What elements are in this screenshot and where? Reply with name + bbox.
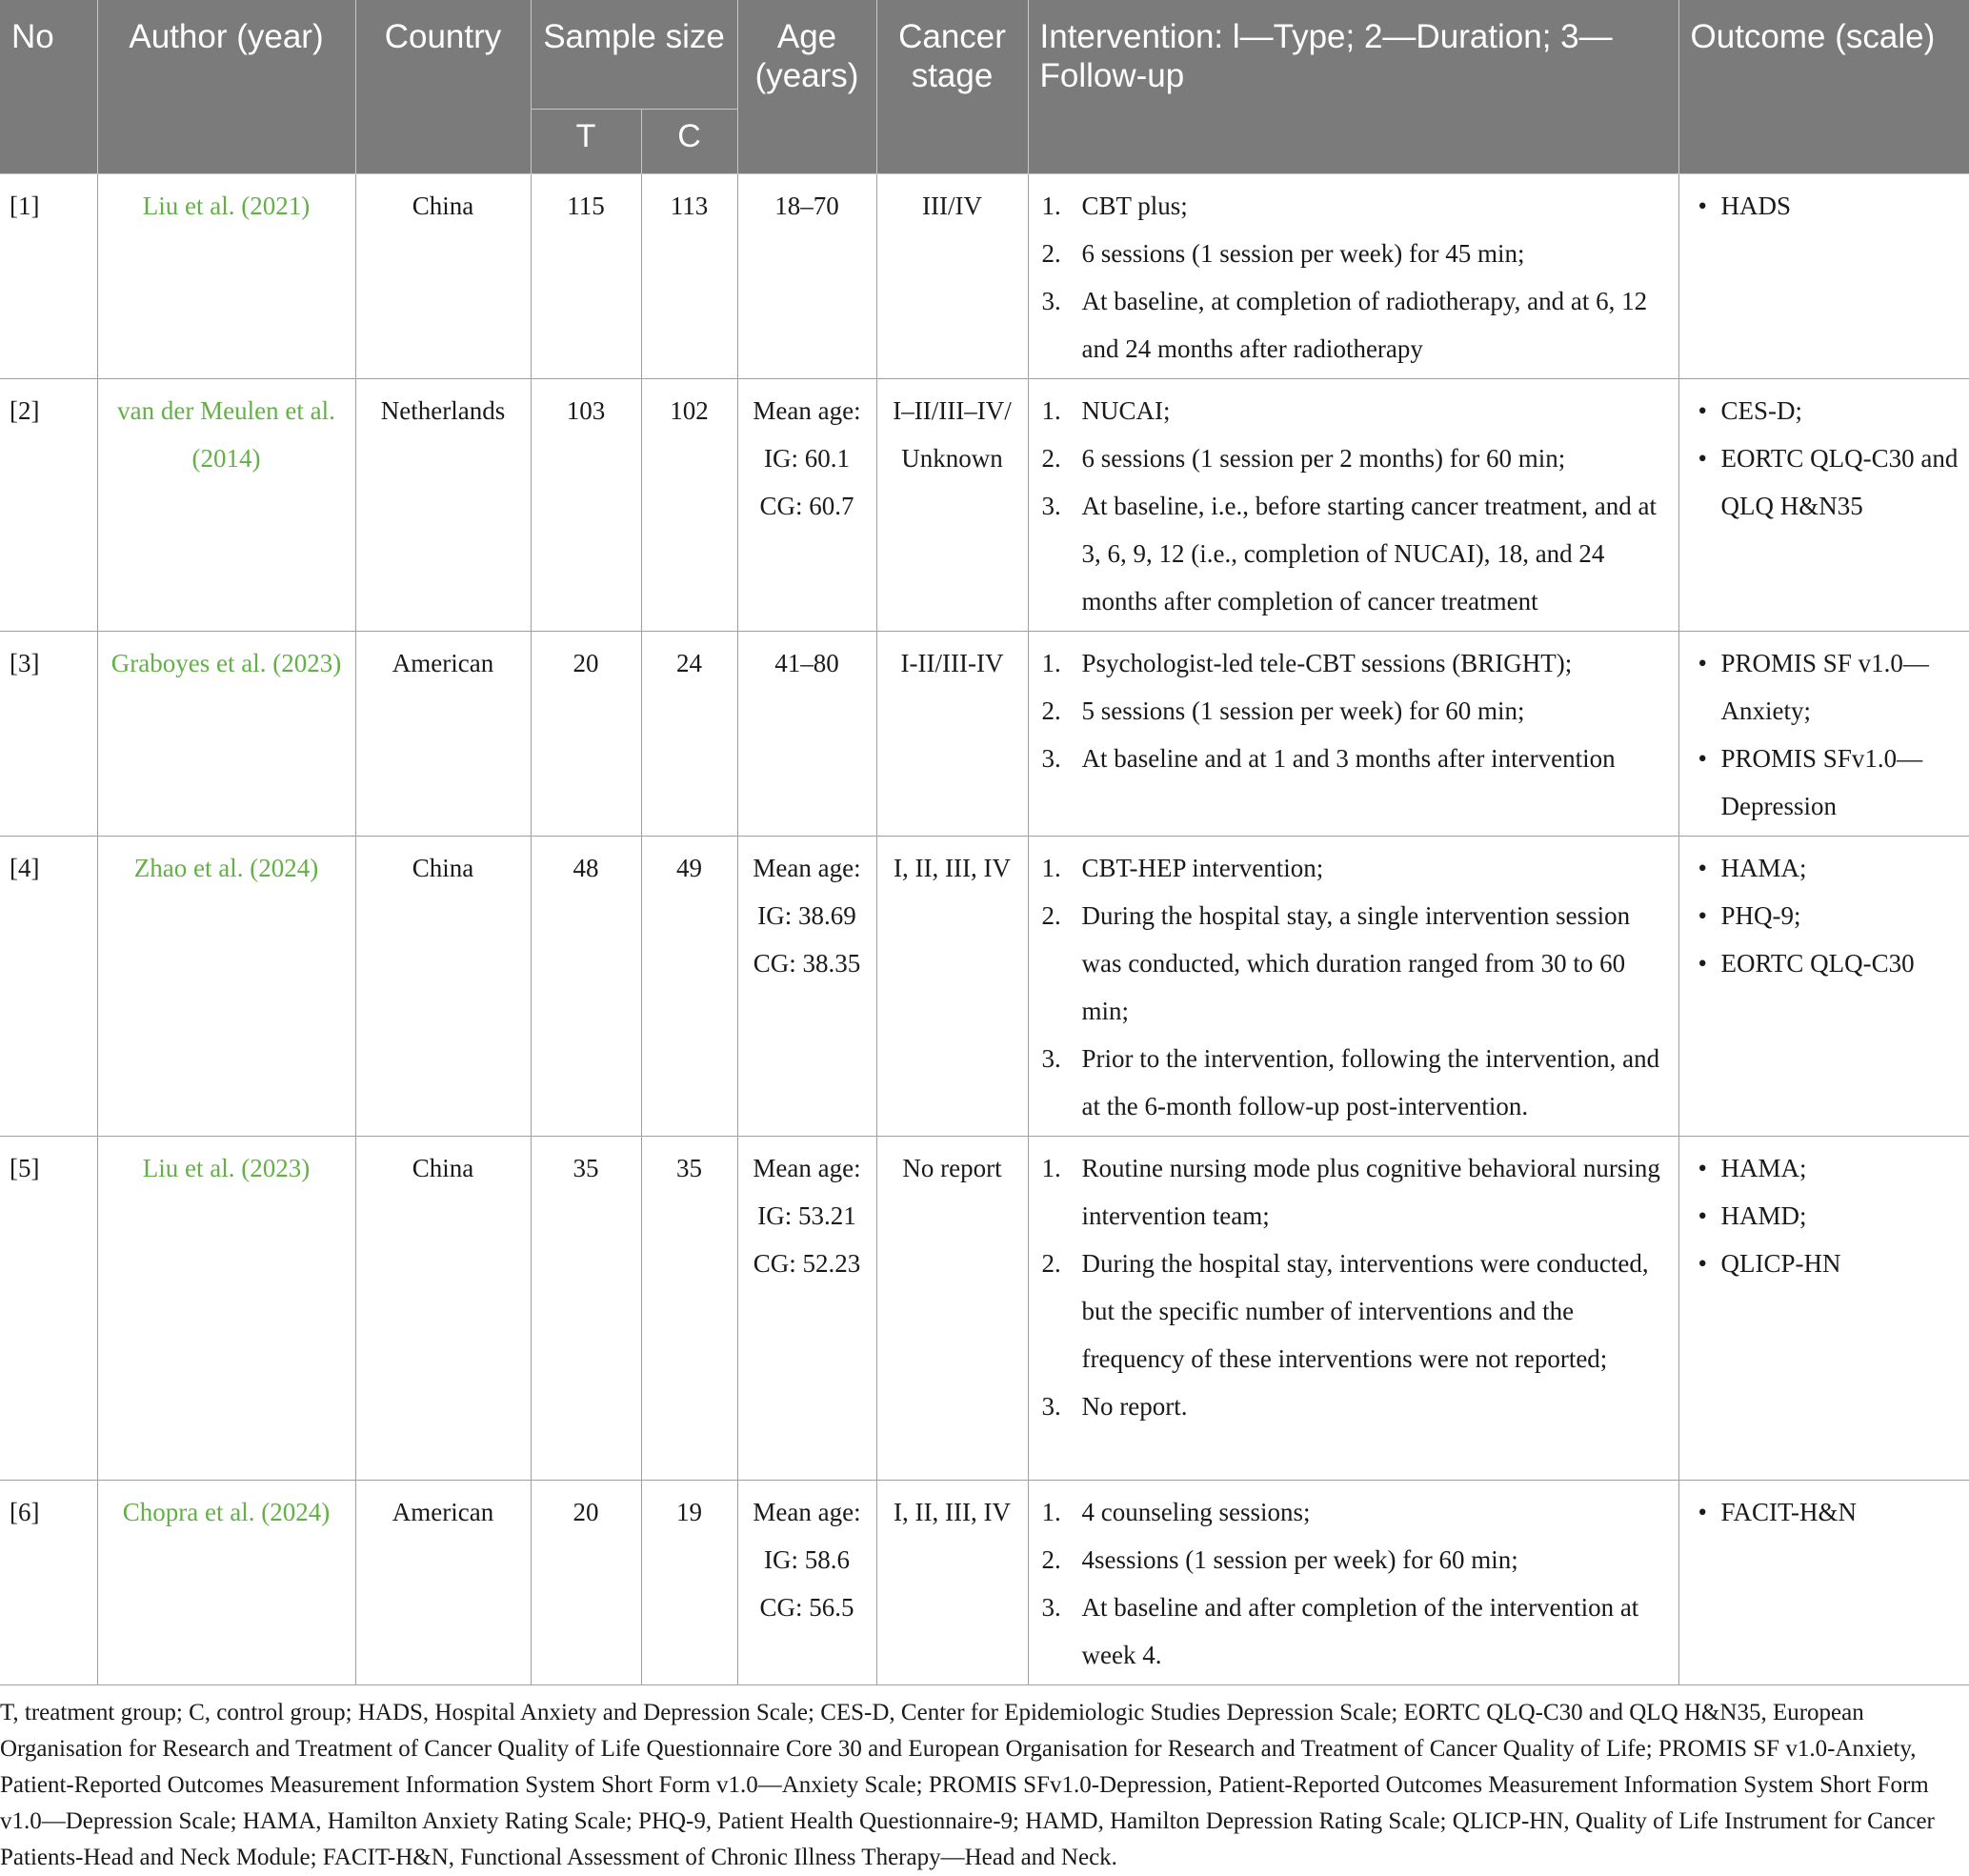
item-text: 6 sessions (1 session per 2 months) for 60 min; — [1081, 443, 1566, 473]
table-body — [0, 173, 1969, 1684]
row-sample-c: 35 — [641, 1136, 737, 1480]
intervention-list — [1038, 639, 1669, 782]
row-sample-c: 19 — [641, 1480, 737, 1684]
header-no: No — [0, 0, 97, 173]
age-line: CG: 56.5 — [759, 1592, 854, 1622]
row-sample-t: 103 — [531, 378, 641, 631]
outcome-text: HAMA; — [1720, 1153, 1807, 1182]
age-line: Mean age: — [753, 853, 861, 882]
item-text: At baseline and at 1 and 3 months after intervention — [1081, 743, 1616, 773]
item-text: At baseline, at completion of radiotherapy, and at 6, 12 and 24 months after radiotherapy — [1081, 286, 1648, 363]
outcome-text: PROMIS SF v1.0—Anxiety; — [1720, 648, 1929, 725]
row-country: China — [355, 1136, 531, 1480]
row-sample-c: 113 — [641, 173, 737, 378]
row-country: China — [355, 836, 531, 1136]
bullet-icon: • — [1698, 900, 1707, 930]
item-number: 2. — [1041, 1248, 1061, 1278]
item-number: 3. — [1041, 1592, 1061, 1622]
item-text: No report. — [1081, 1391, 1188, 1421]
row-stage: No report — [876, 1136, 1028, 1480]
item-text: Routine nursing mode plus cognitive behavioral nursing intervention team; — [1081, 1153, 1660, 1230]
row-sample-c: 102 — [641, 378, 737, 631]
row-author: Liu et al. (2021) — [97, 173, 355, 378]
table-row — [0, 378, 1969, 631]
age-line: Mean age: — [753, 1497, 861, 1526]
row-age — [737, 1136, 876, 1480]
row-sample-t: 35 — [531, 1136, 641, 1480]
intervention-item — [1041, 892, 1669, 1035]
bullet-icon: • — [1698, 853, 1707, 882]
item-text: NUCAI; — [1081, 395, 1171, 425]
intervention-item — [1041, 1584, 1669, 1679]
item-text: During the hospital stay, interventions were conducted, but the specific number of interventions and the frequency of these interventions were not reported; — [1081, 1248, 1649, 1373]
table-footnote: T, treatment group; C, control group; HADS, Hospital Anxiety and Depression Scale; CES-D, Center for Epidemiologic Studies Depression Scale; EORTC QLQ-C30 and QLQ H&N35, European Organisation for Research and Treatment of Cancer Quality of Life Questionnaire Core 30 and European Organisation for Research and Treatment of Cancer Quality of Life; PROMIS SF v1.0-Anxiety, Patient-Reported Outcomes Measurement Information System Short Form v1.0—Anxiety Scale; PROMIS SFv1.0-Depression, Patient-Reported Outcomes Measurement Information System Short Form v1.0—Depression Scale; HAMA, Hamilton Anxiety Rating Scale; PHQ-9, Patient Health Questionnaire-9; HAMD, Hamilton Depression Rating Scale; QLICP-HN, Quality of Life Instrument for Cancer Patients-Head and Neck Module; FACIT-H&N, Functional Assessment of Chronic Illness Therapy—Head and Neck. — [0, 1699, 1935, 1870]
row-sample-t: 115 — [531, 173, 641, 378]
outcome-text: PHQ-9; — [1720, 900, 1801, 930]
intervention-list — [1038, 1144, 1669, 1430]
intervention-item — [1041, 735, 1669, 782]
outcome-item — [1698, 1144, 1960, 1192]
bullet-icon: • — [1698, 948, 1707, 978]
row-outcome — [1678, 378, 1969, 631]
table-row — [0, 1136, 1969, 1480]
row-stage: I, II, III, IV — [876, 836, 1028, 1136]
row-no: [4] — [0, 836, 97, 1136]
outcome-item — [1698, 182, 1960, 230]
bullet-icon: • — [1698, 743, 1707, 773]
outcome-list — [1689, 182, 1960, 230]
outcome-text: QLICP-HN — [1720, 1248, 1841, 1278]
intervention-item — [1041, 687, 1669, 735]
bullet-icon: • — [1698, 395, 1707, 425]
item-number: 2. — [1041, 443, 1061, 473]
row-sample-c: 24 — [641, 631, 737, 836]
row-country: American — [355, 631, 531, 836]
row-intervention — [1028, 378, 1678, 631]
intervention-item — [1041, 1144, 1669, 1240]
item-text: 4sessions (1 session per week) for 60 min; — [1081, 1544, 1518, 1574]
intervention-item — [1041, 1240, 1669, 1382]
item-number: 1. — [1041, 648, 1061, 677]
bullet-icon: • — [1698, 1497, 1707, 1526]
age-line: IG: 60.1 — [764, 443, 851, 473]
row-age — [737, 173, 876, 378]
row-intervention — [1028, 631, 1678, 836]
item-number: 2. — [1041, 900, 1061, 930]
outcome-text: HAMD; — [1720, 1200, 1807, 1230]
item-number: 2. — [1041, 696, 1061, 725]
outcome-text: HAMA; — [1720, 853, 1807, 882]
item-text: During the hospital stay, a single intervention session was conducted, which duration ranged from 30 to 60 min; — [1081, 900, 1631, 1025]
outcome-list — [1689, 1488, 1960, 1536]
table-row — [0, 836, 1969, 1136]
item-number: 3. — [1041, 1043, 1061, 1073]
outcome-list — [1689, 387, 1960, 530]
row-sample-t: 20 — [531, 1480, 641, 1684]
row-no: [2] — [0, 378, 97, 631]
bullet-icon: • — [1698, 1153, 1707, 1182]
intervention-item — [1041, 1035, 1669, 1130]
item-text: At baseline and after completion of the intervention at week 4. — [1081, 1592, 1639, 1669]
intervention-item — [1041, 434, 1669, 482]
row-age — [737, 378, 876, 631]
outcome-text: EORTC QLQ-C30 and QLQ H&N35 — [1720, 443, 1959, 520]
row-outcome — [1678, 1480, 1969, 1684]
intervention-item — [1041, 1382, 1669, 1430]
outcome-item — [1698, 844, 1960, 892]
row-stage: I–II/III–IV/ Unknown — [876, 378, 1028, 631]
intervention-item — [1041, 482, 1669, 625]
bullet-icon: • — [1698, 648, 1707, 677]
item-text: 5 sessions (1 session per week) for 60 min; — [1081, 696, 1525, 725]
age-line: CG: 38.35 — [753, 948, 861, 978]
item-number: 1. — [1041, 191, 1061, 220]
item-number: 1. — [1041, 1153, 1061, 1182]
age-line: 18–70 — [774, 191, 839, 220]
intervention-item — [1041, 1488, 1669, 1536]
outcome-item — [1698, 1240, 1960, 1287]
age-line: IG: 38.69 — [757, 900, 856, 930]
header-sample-size: Sample size — [531, 0, 737, 109]
row-sample-c: 49 — [641, 836, 737, 1136]
outcome-list — [1689, 844, 1960, 987]
age-line: IG: 53.21 — [757, 1200, 856, 1230]
age-line: Mean age: — [753, 395, 861, 425]
intervention-item — [1041, 182, 1669, 230]
header-age: Age (years) — [737, 0, 876, 173]
row-country: American — [355, 1480, 531, 1684]
intervention-list — [1038, 844, 1669, 1130]
header-stage: Cancer stage — [876, 0, 1028, 173]
item-text: 4 counseling sessions; — [1081, 1497, 1311, 1526]
row-no: [6] — [0, 1480, 97, 1684]
row-no: [3] — [0, 631, 97, 836]
row-intervention — [1028, 1136, 1678, 1480]
outcome-text: HADS — [1720, 191, 1792, 220]
bullet-icon: • — [1698, 1248, 1707, 1278]
intervention-item — [1041, 639, 1669, 687]
table-row — [0, 631, 1969, 836]
row-outcome — [1678, 1136, 1969, 1480]
row-country: China — [355, 173, 531, 378]
intervention-item — [1041, 387, 1669, 434]
row-author: van der Meulen et al. (2014) — [97, 378, 355, 631]
bullet-icon: • — [1698, 443, 1707, 473]
row-author: Zhao et al. (2024) — [97, 836, 355, 1136]
outcome-item — [1698, 892, 1960, 939]
intervention-list — [1038, 1488, 1669, 1679]
item-text: Prior to the intervention, following the intervention, and at the 6-month follow-up post-intervention. — [1081, 1043, 1660, 1120]
bullet-icon: • — [1698, 191, 1707, 220]
item-number: 1. — [1041, 853, 1061, 882]
row-age — [737, 1480, 876, 1684]
item-number: 2. — [1041, 238, 1061, 268]
item-number: 2. — [1041, 1544, 1061, 1574]
intervention-list — [1038, 387, 1669, 625]
header-outcome: Outcome (scale) — [1678, 0, 1969, 173]
outcome-item — [1698, 939, 1960, 987]
item-text: CBT plus; — [1081, 191, 1188, 220]
row-country: Netherlands — [355, 378, 531, 631]
intervention-list — [1038, 182, 1669, 373]
outcome-item — [1698, 387, 1960, 434]
intervention-item — [1041, 1536, 1669, 1584]
row-sample-t: 20 — [531, 631, 641, 836]
table-header — [0, 0, 1969, 173]
item-number: 3. — [1041, 743, 1061, 773]
item-number: 3. — [1041, 1391, 1061, 1421]
outcome-text: FACIT-H&N — [1720, 1497, 1858, 1526]
row-intervention — [1028, 1480, 1678, 1684]
row-sample-t: 48 — [531, 836, 641, 1136]
header-intervention: Intervention: l—Type; 2—Duration; 3—Follow-up — [1028, 0, 1678, 173]
row-stage: III/IV — [876, 173, 1028, 378]
row-author: Graboyes et al. (2023) — [97, 631, 355, 836]
intervention-item — [1041, 230, 1669, 277]
row-author: Chopra et al. (2024) — [97, 1480, 355, 1684]
age-line: 41–80 — [774, 648, 839, 677]
row-intervention — [1028, 173, 1678, 378]
row-no: [1] — [0, 173, 97, 378]
row-stage: I-II/III-IV — [876, 631, 1028, 836]
table-row — [0, 1480, 1969, 1684]
outcome-item — [1698, 639, 1960, 735]
outcome-list — [1689, 1144, 1960, 1287]
outcome-item — [1698, 1192, 1960, 1240]
age-line: Mean age: — [753, 1153, 861, 1182]
item-text: 6 sessions (1 session per week) for 45 min; — [1081, 238, 1525, 268]
header-c: C — [641, 109, 737, 173]
row-age — [737, 836, 876, 1136]
row-no: [5] — [0, 1136, 97, 1480]
intervention-item — [1041, 844, 1669, 892]
row-author: Liu et al. (2023) — [97, 1136, 355, 1480]
row-stage: I, II, III, IV — [876, 1480, 1028, 1684]
header-t: T — [531, 109, 641, 173]
outcome-text: PROMIS SFv1.0—Depression — [1720, 743, 1923, 820]
age-line: CG: 52.23 — [753, 1248, 861, 1278]
item-number: 1. — [1041, 1497, 1061, 1526]
header-country: Country — [355, 0, 531, 173]
item-text: At baseline, i.e., before starting cancer treatment, and at 3, 6, 9, 12 (i.e., completion of NUCAI), 18, and 24 months after completion of cancer treatment — [1081, 491, 1657, 615]
row-outcome — [1678, 631, 1969, 836]
item-text: Psychologist-led tele-CBT sessions (BRIGHT); — [1081, 648, 1573, 677]
outcome-item — [1698, 434, 1960, 530]
intervention-item — [1041, 277, 1669, 373]
row-age — [737, 631, 876, 836]
item-text: CBT-HEP intervention; — [1081, 853, 1324, 882]
header-author: Author (year) — [97, 0, 355, 173]
age-line: IG: 58.6 — [764, 1544, 851, 1574]
outcome-item — [1698, 1488, 1960, 1536]
table-row — [0, 173, 1969, 378]
age-line: CG: 60.7 — [759, 491, 854, 520]
row-intervention — [1028, 836, 1678, 1136]
item-number: 1. — [1041, 395, 1061, 425]
row-outcome — [1678, 836, 1969, 1136]
outcome-text: CES-D; — [1720, 395, 1803, 425]
bullet-icon: • — [1698, 1200, 1707, 1230]
item-number: 3. — [1041, 286, 1061, 315]
item-number: 3. — [1041, 491, 1061, 520]
outcome-text: EORTC QLQ-C30 — [1720, 948, 1915, 978]
outcome-item — [1698, 735, 1960, 830]
row-outcome — [1678, 173, 1969, 378]
outcome-list — [1689, 639, 1960, 830]
